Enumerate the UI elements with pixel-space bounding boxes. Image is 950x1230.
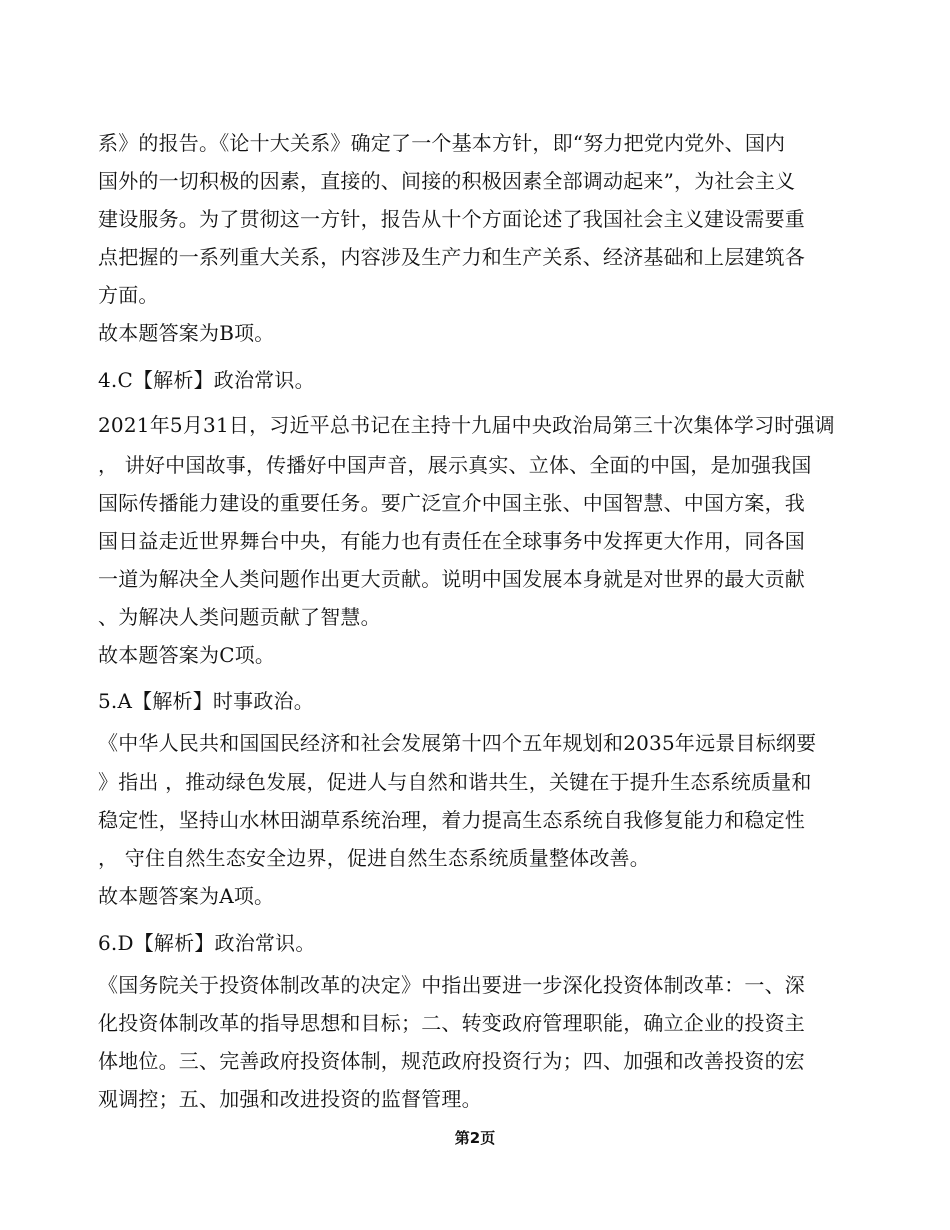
text-line: 体地位。三、完善政府投资体制，规范政府投资行为；四、加强和改善投资的宏: [98, 1049, 805, 1073]
text-line: ， 守住自然生态安全边界，促进自然生态系统质量整体改善。: [98, 846, 650, 870]
text-line: 故本题答案为C项。: [98, 643, 276, 667]
text-line: 2021年5月31日，习近平总书记在主持十九届中央政治局第三十次集体学习时强调: [98, 413, 835, 437]
text-line: 》指出 ，推动绿色发展，促进人与自然和谐共生，关键在于提升生态系统质量和: [98, 770, 812, 794]
text-line: 点把握的一系列重大关系，内容涉及生产力和生产关系、经济基础和上层建筑各: [98, 245, 805, 269]
text-line: 化投资体制改革的指导思想和目标；二、转变政府管理职能，确立企业的投资主: [98, 1011, 805, 1035]
text-line: 方面。: [98, 283, 159, 307]
text-line: 故本题答案为B项。: [98, 321, 275, 345]
page-number: 第2页: [454, 1129, 496, 1147]
text-line: 《中华人民共和国国民经济和社会发展第十四个五年规划和2035年远景目标纲要: [98, 731, 817, 755]
text-line: 系》的报告。《论十大关系》确定了一个基本方针，即“努力把党内党外、国内: [98, 131, 786, 155]
text-line: 国外的一切积极的因素，直接的、间接的积极因素全部调动起来”，为社会主义: [98, 169, 796, 193]
answer-heading: 6.D【解析】政治常识。: [98, 931, 316, 955]
text-line: 建设服务。为了贯彻这一方针，报告从十个方面论述了我国社会主义建设需要重: [98, 207, 805, 231]
answer-heading: 5.A【解析】时事政治。: [98, 689, 314, 713]
answer-heading: 4.C【解析】政治常识。: [98, 368, 315, 392]
text-line: 《国务院关于投资体制改革的决定》中指出要进一步深化投资体制改革：一、深: [98, 973, 805, 997]
text-line: 稳定性，坚持山水林田湖草系统治理，着力提高生态系统自我修复能力和稳定性: [98, 808, 805, 832]
text-line: 、为解决人类问题贡献了智慧。: [98, 605, 381, 629]
text-line: 一道为解决全人类问题作出更大贡献。说明中国发展本身就是对世界的最大贡献: [98, 567, 805, 591]
text-line: 观调控；五、加强和改进投资的监督管理。: [98, 1087, 482, 1111]
text-line: ， 讲好中国故事，传播好中国声音，展示真实、立体、全面的中国，是加强我国: [98, 453, 812, 477]
text-line: 国日益走近世界舞台中央，有能力也有责任在全球事务中发挥更大作用，同各国: [98, 529, 805, 553]
text-line: 国际传播能力建设的重要任务。要广泛宣介中国主张、中国智慧、中国方案，我: [98, 491, 805, 515]
text-line: 故本题答案为A项。: [98, 884, 275, 908]
